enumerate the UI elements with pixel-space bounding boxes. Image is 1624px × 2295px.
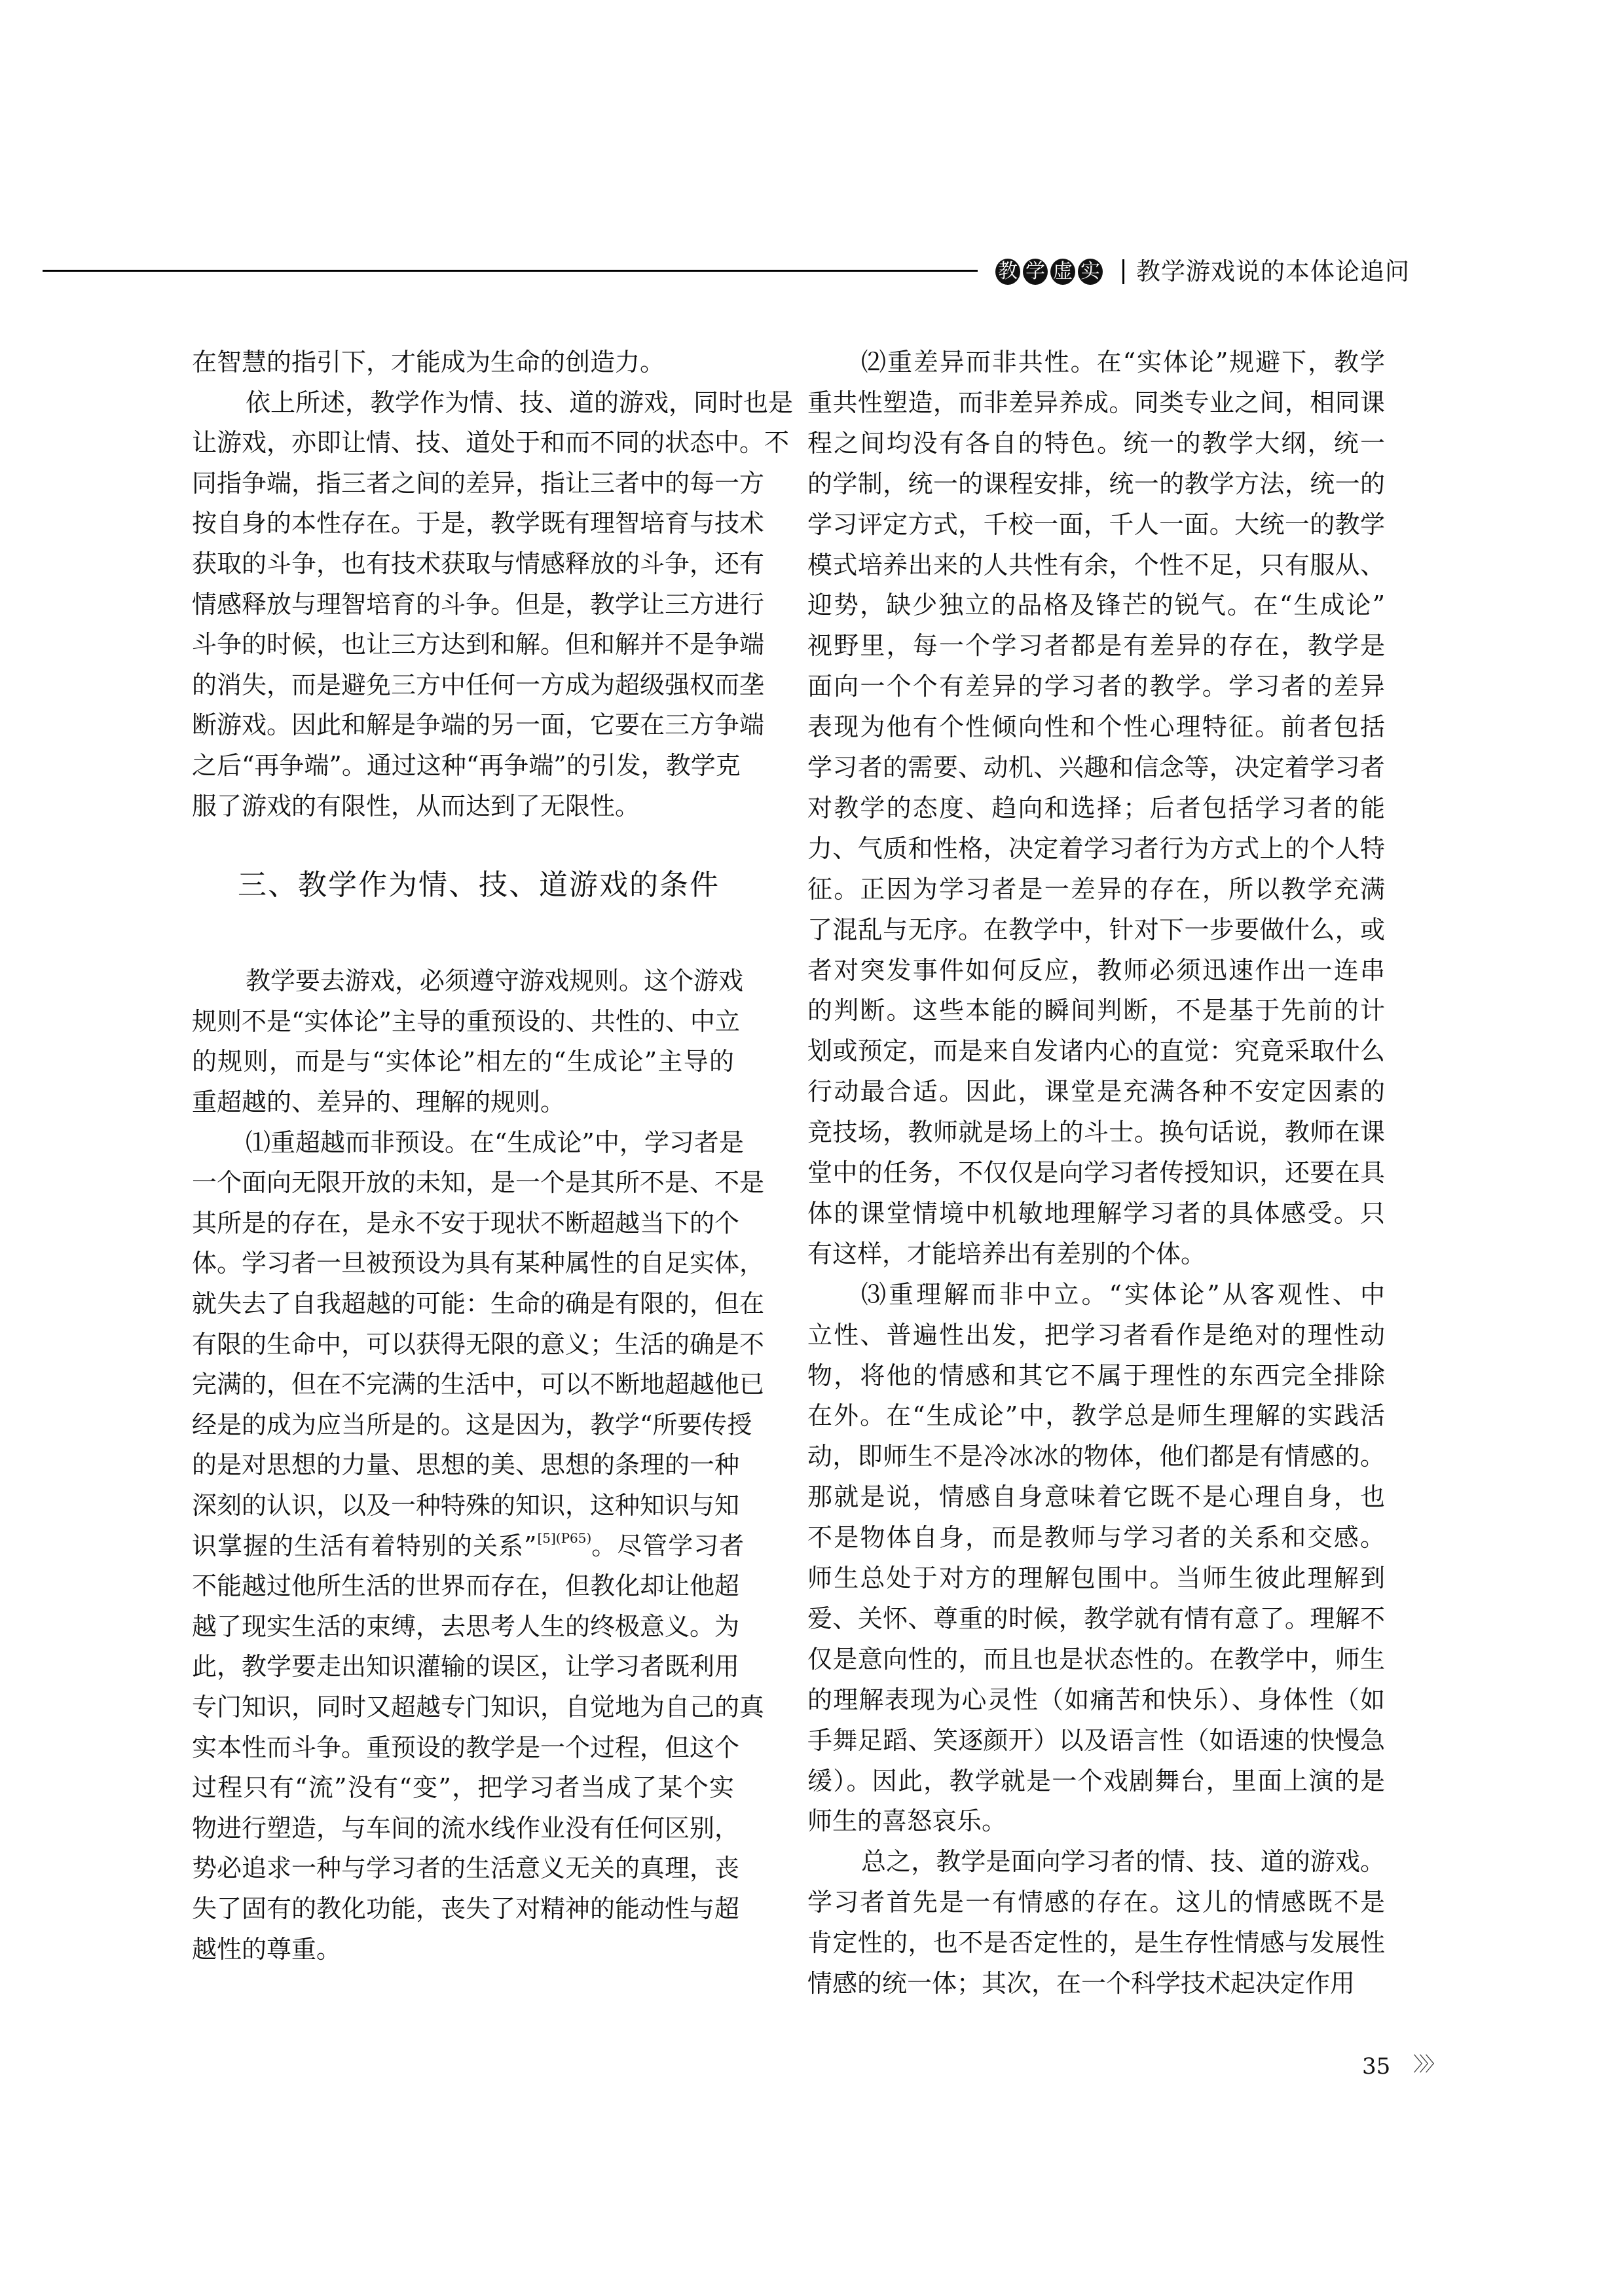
text-line-content: 专门知识，同时又超越专门知识，自觉地为自己的真 (192, 1693, 765, 1721)
text-line-content: 堂中的任务，不仅仅是向学习者传授知识，还要在具 (807, 1158, 1385, 1187)
text-line-content: 有限的生命中，可以获得无限的意义；生活的确是不 (192, 1329, 765, 1359)
text-line (807, 469, 1385, 499)
text-line (192, 750, 741, 780)
text-line (192, 670, 765, 700)
text-line (807, 1604, 1385, 1634)
text-line-content: 体的课堂情境中机敏地理解学习者的具体感受。只 (807, 1198, 1385, 1228)
text-line (192, 1571, 740, 1601)
running-title: 教学游戏说的本体论追问 (1136, 257, 1410, 285)
text-line-content: 势必追求一种与学习者的生活意义无关的真理，丧 (192, 1854, 740, 1883)
text-line-content: 在外。在“生成论”中，教学总是师生理解的实践活 (807, 1401, 1385, 1431)
text-line-content: 不是物体自身，而是教师与学习者的关系和交感。 (807, 1523, 1385, 1552)
text-line (192, 629, 765, 659)
text-line (861, 1279, 1385, 1310)
text-line-content: 征。正因为学习者是一差异的存在，所以教学充满 (807, 874, 1385, 904)
text-line-content: ⑵重差异而非共性。在“实体论”规避下，教学 (861, 348, 1385, 376)
text-line-content: 迎势，缺少独立的品格及锋芒的锐气。在“生成论” (807, 591, 1385, 620)
text-line (192, 1208, 740, 1238)
text-line (807, 1522, 1385, 1552)
text-line (807, 1320, 1385, 1350)
text-line-content: 物，将他的情感和其它不属于理性的东西完全排除 (807, 1361, 1385, 1390)
text-line (192, 1006, 740, 1037)
text-line (807, 752, 1385, 782)
text-line (192, 347, 734, 377)
text-line-content: 的判断。这些本能的瞬间判断，不是基于先前的计 (807, 996, 1385, 1025)
text-line (192, 1046, 734, 1076)
text-line-content: 服了游戏的有限性，从而达到了无限性。 (192, 791, 640, 820)
text-line-content: 竞技场，教师就是场上的斗士。换句话说，教师在课 (807, 1118, 1385, 1147)
text-line-content: 依上所述，教学作为情、技、道的游戏，同时也是 (246, 388, 794, 417)
text-line-content: 实本性而斗争。重预设的教学是一个过程，但这个 (192, 1733, 740, 1762)
text-line-content: 完满的，但在不完满的生活中，可以不断地超越他已 (192, 1370, 765, 1399)
text-line (807, 995, 1385, 1025)
text-line (192, 1651, 740, 1681)
text-line (192, 468, 765, 498)
text-line-content: 模式培养出来的人共性有余，个性不足，只有服从、 (807, 550, 1385, 579)
text-line (807, 550, 1385, 580)
text-line (192, 1410, 752, 1440)
text-line-content: 者对突发事件如何反应，教师必须迅速作出一连串 (807, 955, 1385, 985)
text-line-content: 力、气质和性格，决定着学习者行为方式上的个人特 (807, 834, 1385, 863)
text-line (807, 874, 1385, 904)
text-line-content: 此，教学要走出知识灌输的误区，让学习者既利用 (192, 1652, 740, 1681)
text-line-content: 识掌握的生活有着特别的关系” (192, 1531, 538, 1560)
text-line-content: 同指争端，指三者之间的差异，指让三者中的每一方 (192, 468, 765, 498)
text-line-content: 立性、普遍性出发，把学习者看作是绝对的理性动 (807, 1320, 1385, 1349)
text-line (192, 1087, 734, 1117)
text-line (807, 1685, 1385, 1715)
text-line (192, 1490, 740, 1520)
text-line-content: 学习者的需要、动机、兴趣和信念等，决定着学习者 (807, 753, 1385, 782)
text-line-content: 越了现实生活的束缚，去思考人生的终极意义。为 (192, 1611, 740, 1641)
text-line-content: 重超越的、差异的、理解的规则。 (192, 1088, 566, 1116)
text-line-content: 的消失，而是避免三方中任何一方成为超级强权而垄 (192, 670, 765, 699)
text-line-content: 表现为他有个性倾向性和个性心理特征。前者包括 (807, 712, 1385, 742)
text-line (192, 1692, 765, 1722)
text-line (807, 1766, 1385, 1796)
text-line-content: 的理解表现为心灵性（如痛苦和快乐）、身体性（如 (807, 1685, 1385, 1714)
text-line (192, 1167, 765, 1198)
text-line-content: ⑶重理解而非中立。“实体论”从客观性、中 (861, 1279, 1385, 1309)
section-badge-group (995, 259, 1103, 285)
text-line-content: 斗争的时候，也让三方达到和解。但和解并不是争端 (192, 630, 765, 659)
text-line-content: 师生总处于对方的理解包围中。当师生彼此理解到 (807, 1564, 1385, 1592)
text-line (192, 1530, 745, 1561)
section-badge: 虚 (1050, 259, 1075, 285)
text-line (807, 509, 1385, 540)
text-line (807, 1036, 1385, 1066)
citation-trailing-text: 。尽管学习者 (591, 1531, 745, 1560)
text-line-content: 对教学的态度、趋向和选择；后者包括学习者的能 (807, 793, 1385, 822)
text-line-content: 的学制，统一的课程安排，统一的教学方法，统一的 (807, 469, 1385, 498)
text-line-content: 获取的斗争，也有技术获取与情感释放的斗争，还有 (192, 549, 765, 578)
text-line (192, 1248, 765, 1278)
text-line (807, 1441, 1385, 1471)
text-line-content: 爱、关怀、尊重的时候，教学就有情有意了。理解不 (807, 1604, 1385, 1633)
text-line-content: 动，即师生不是冷冰冰的物体，他们都是有情感的。 (807, 1442, 1385, 1471)
text-line-content: 的规则，而是与“实体论”相左的“生成论”主导的 (192, 1047, 734, 1076)
text-line-content: 之后“再争端”。通过这种“再争端”的引发，教学克 (192, 751, 741, 780)
text-line (807, 915, 1385, 945)
text-line (246, 966, 744, 996)
text-line (861, 1846, 1385, 1877)
text-line-content: 了混乱与无序。在教学中，针对下一步要做什么，或 (807, 915, 1385, 944)
text-line-content: 情感释放与理智培育的斗争。但是，教学让三方进行 (192, 589, 765, 619)
text-line-content: 手舞足蹈、笑逐颜开）以及语言性（如语速的快慢急 (807, 1725, 1385, 1755)
text-line-content: 视野里，每一个学习者都是有差异的存在，教学是 (807, 631, 1385, 661)
text-line (807, 1158, 1385, 1188)
text-line (807, 1239, 1385, 1269)
text-line-content: 情感的统一体；其次，在一个科学技术起决定作用 (807, 1969, 1356, 1998)
text-line (192, 589, 765, 619)
text-line (861, 347, 1385, 377)
text-line-content: 仅是意向性的，而且也是状态性的。在教学中，师生 (807, 1644, 1385, 1674)
citation-page: (P65) (555, 1530, 592, 1546)
text-line (807, 793, 1385, 823)
text-line (807, 388, 1385, 418)
text-line (192, 1894, 740, 1924)
text-line (807, 428, 1385, 458)
text-line-content: 学习者首先是一有情感的存在。这儿的情感既不是 (807, 1888, 1385, 1917)
text-line-content: 规则不是“实体论”主导的重预设的、共性的、中立 (192, 1006, 740, 1036)
text-line (192, 1329, 765, 1359)
text-line (807, 631, 1385, 661)
text-line (807, 671, 1385, 701)
text-line (807, 1887, 1385, 1917)
text-line (807, 1117, 1385, 1147)
text-line (807, 1806, 1385, 1836)
text-line (807, 1401, 1385, 1431)
text-line (192, 710, 765, 740)
text-line-content: 有这样，才能培养出有差别的个体。 (807, 1239, 1206, 1268)
text-line (192, 1853, 740, 1883)
citation-marker (537, 1530, 591, 1546)
text-line (246, 1128, 744, 1158)
text-line (807, 1725, 1385, 1755)
text-line (807, 1644, 1385, 1674)
text-line (807, 1928, 1385, 1958)
text-line-content: 重共性塑造，而非差异养成。同类专业之间，相同课 (807, 388, 1385, 417)
text-line-content: 面向一个个有差异的学习者的教学。学习者的差异 (807, 672, 1385, 701)
page-number: 35 (1362, 2053, 1391, 2080)
text-line (192, 1450, 740, 1480)
text-line (192, 508, 765, 538)
text-line-content: 程之间均没有各自的特色。统一的教学大纲，统一 (807, 428, 1385, 458)
text-line-content: 划或预定，而是来自发诸内心的直觉：究竟采取什么 (807, 1037, 1385, 1066)
text-line (807, 590, 1385, 620)
text-line (192, 1611, 740, 1642)
text-line-content: 深刻的认识，以及一种特殊的知识，这种知识与知 (192, 1491, 740, 1520)
text-line-content: ⑴重超越而非预设。在“生成论”中，学习者是 (246, 1128, 744, 1157)
text-line (807, 1361, 1385, 1391)
header-divider (1122, 259, 1124, 284)
text-line-content: 在智慧的指引下，才能成为生命的创造力。 (192, 348, 665, 376)
citation-ref: [5] (537, 1530, 556, 1546)
text-line-content: 缓）。因此，教学就是一个戏剧舞台，里面上演的是 (807, 1766, 1385, 1795)
section-badge: 实 (1078, 259, 1103, 285)
text-line-content: 教学要去游戏，必须遵守游戏规则。这个游戏 (246, 966, 744, 996)
text-line (807, 1076, 1385, 1107)
text-line (807, 834, 1385, 864)
text-line-content: 断游戏。因此和解是争端的另一面，它要在三方争端 (192, 710, 765, 740)
next-page-chevrons-icon: 〉〉〉 (1413, 2053, 1441, 2076)
text-line (192, 1289, 765, 1319)
text-line-content: 失了固有的教化功能，丧失了对精神的能动性与超 (192, 1894, 740, 1923)
section-badge: 学 (1023, 259, 1048, 285)
text-line-content: 不能越过他所生活的世界而存在，但教化却让他超 (192, 1571, 740, 1601)
text-line-content: 越性的尊重。 (192, 1934, 342, 1964)
text-line (192, 1733, 740, 1763)
text-line (807, 955, 1385, 985)
text-line-content: 行动最合适。因此，课堂是充满各种不安定因素的 (807, 1077, 1385, 1107)
text-line (192, 791, 734, 821)
text-line-content: 让游戏，亦即让情、技、道处于和而不同的状态中。不 (192, 428, 790, 458)
text-line (192, 428, 790, 458)
text-line-content: 总之，教学是面向学习者的情、技、道的游戏。 (861, 1847, 1385, 1877)
text-line-content: 物进行塑造，与车间的流水线作业没有任何区别， (192, 1813, 740, 1843)
text-line (192, 549, 765, 579)
text-line-content: 过程只有“流”没有“变”，把学习者当成了某个实 (192, 1773, 734, 1803)
text-line-content: 其所是的存在，是永不安于现状不断超越当下的个 (192, 1208, 740, 1238)
text-line-content: 那就是说，情感自身意味着它既不是心理自身，也 (807, 1482, 1385, 1512)
section-badge: 教 (995, 259, 1020, 285)
text-line (807, 712, 1385, 742)
text-line (192, 1772, 734, 1803)
section-heading: 三、教学作为情、技、道游戏的条件 (238, 868, 720, 902)
text-line (807, 1563, 1385, 1593)
text-line-content: 的是对思想的力量、思想的美、思想的条理的一种 (192, 1450, 740, 1480)
text-line (807, 1968, 1385, 1998)
text-line-content: 师生的喜怒哀乐。 (807, 1807, 1007, 1836)
text-line-content: 经是的成为应当所是的。这是因为，教学“所要传授 (192, 1410, 752, 1439)
text-line-content: 一个面向无限开放的未知，是一个是其所不是、不是 (192, 1168, 765, 1198)
text-line-content: 按自身的本性存在。于是，教学既有理智培育与技术 (192, 509, 765, 538)
text-line (192, 1934, 734, 1964)
text-line (246, 388, 794, 418)
text-line-content: 学习评定方式，千校一面，千人一面。大统一的教学 (807, 509, 1385, 539)
text-line (807, 1198, 1385, 1228)
text-line (192, 1369, 765, 1399)
text-line (192, 1813, 740, 1843)
text-line (807, 1482, 1385, 1512)
text-line-content: 就失去了自我超越的可能：生命的确是有限的，但在 (192, 1289, 765, 1318)
header-rule (43, 270, 978, 272)
text-line-content: 体。学习者一旦被预设为具有某种属性的自足实体， (192, 1249, 765, 1278)
text-line-content: 肯定性的，也不是否定性的，是生存性情感与发展性 (807, 1928, 1385, 1958)
